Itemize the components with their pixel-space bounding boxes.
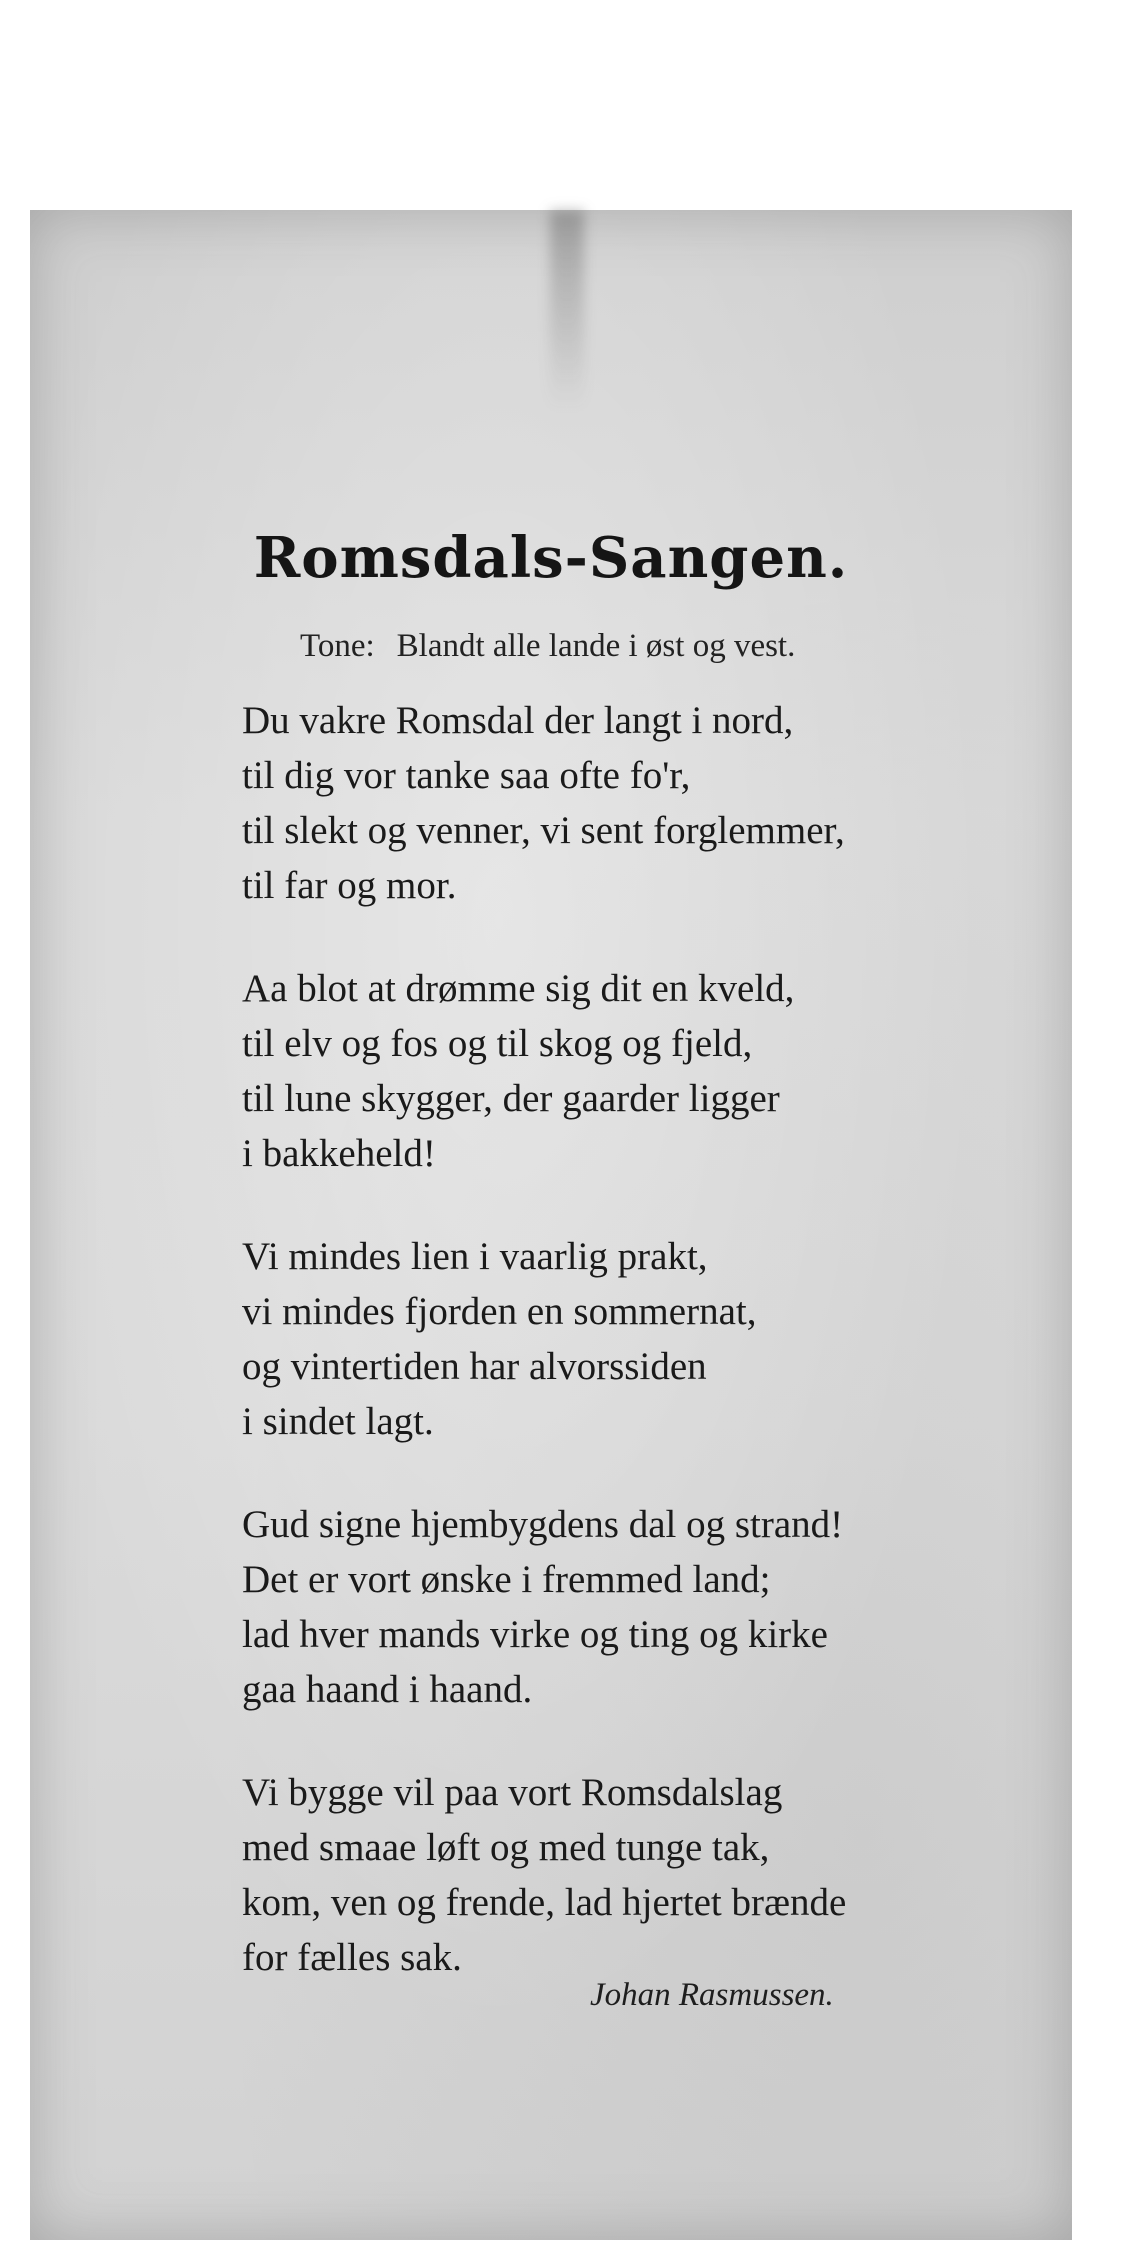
paper-fold-shadow bbox=[550, 210, 584, 410]
poem-line: for fælles sak. bbox=[242, 1936, 462, 1979]
poem-line: Aa blot at drømme sig dit en kveld, bbox=[242, 967, 795, 1010]
song-sheet bbox=[30, 210, 1072, 2240]
poem-line: Vi bygge vil paa vort Romsdalslag bbox=[242, 1771, 783, 1814]
author-signature: Johan Rasmussen. bbox=[590, 1977, 834, 2013]
poem-line: til slekt og venner, vi sent forglemmer, bbox=[242, 809, 845, 852]
poem-line: Gud signe hjembygdens dal og strand! bbox=[242, 1503, 844, 1546]
poem-line: i sindet lagt. bbox=[242, 1400, 434, 1443]
tone-line bbox=[300, 628, 795, 665]
poem-line: vi mindes fjorden en sommernat, bbox=[242, 1290, 757, 1333]
poem-line: lad hver mands virke og ting og kirke bbox=[242, 1613, 828, 1656]
stanza-5 bbox=[242, 1765, 1042, 1985]
poem-body bbox=[242, 693, 1042, 2033]
poem-line: til far og mor. bbox=[242, 864, 457, 907]
poem-line: og vintertiden har alvorssiden bbox=[242, 1345, 707, 1388]
poem-line: Vi mindes lien i vaarlig prakt, bbox=[242, 1235, 708, 1278]
poem-line: kom, ven og frende, lad hjertet brænde bbox=[242, 1881, 847, 1924]
poem-line: Det er vort ønske i fremmed land; bbox=[242, 1558, 771, 1601]
stanza-2 bbox=[242, 961, 1042, 1181]
poem-line: til dig vor tanke saa ofte fo'r, bbox=[242, 754, 691, 797]
tone-text: Blandt alle lande i øst og vest. bbox=[396, 628, 796, 664]
stanza-1 bbox=[242, 693, 1042, 913]
stanza-3 bbox=[242, 1229, 1042, 1449]
poem-line: gaa haand i haand. bbox=[242, 1668, 533, 1711]
tone-label: Tone: bbox=[300, 628, 375, 664]
stanza-4 bbox=[242, 1497, 1042, 1717]
song-title: Romsdals-Sangen. bbox=[253, 525, 849, 591]
poem-line: Du vakre Romsdal der langt i nord, bbox=[242, 699, 794, 742]
poem-line: til lune skygger, der gaarder ligger bbox=[242, 1077, 780, 1120]
poem-line: i bakkeheld! bbox=[242, 1132, 436, 1175]
poem-line: til elv og fos og til skog og fjeld, bbox=[242, 1022, 753, 1065]
poem-line: med smaae løft og med tunge tak, bbox=[242, 1826, 770, 1869]
